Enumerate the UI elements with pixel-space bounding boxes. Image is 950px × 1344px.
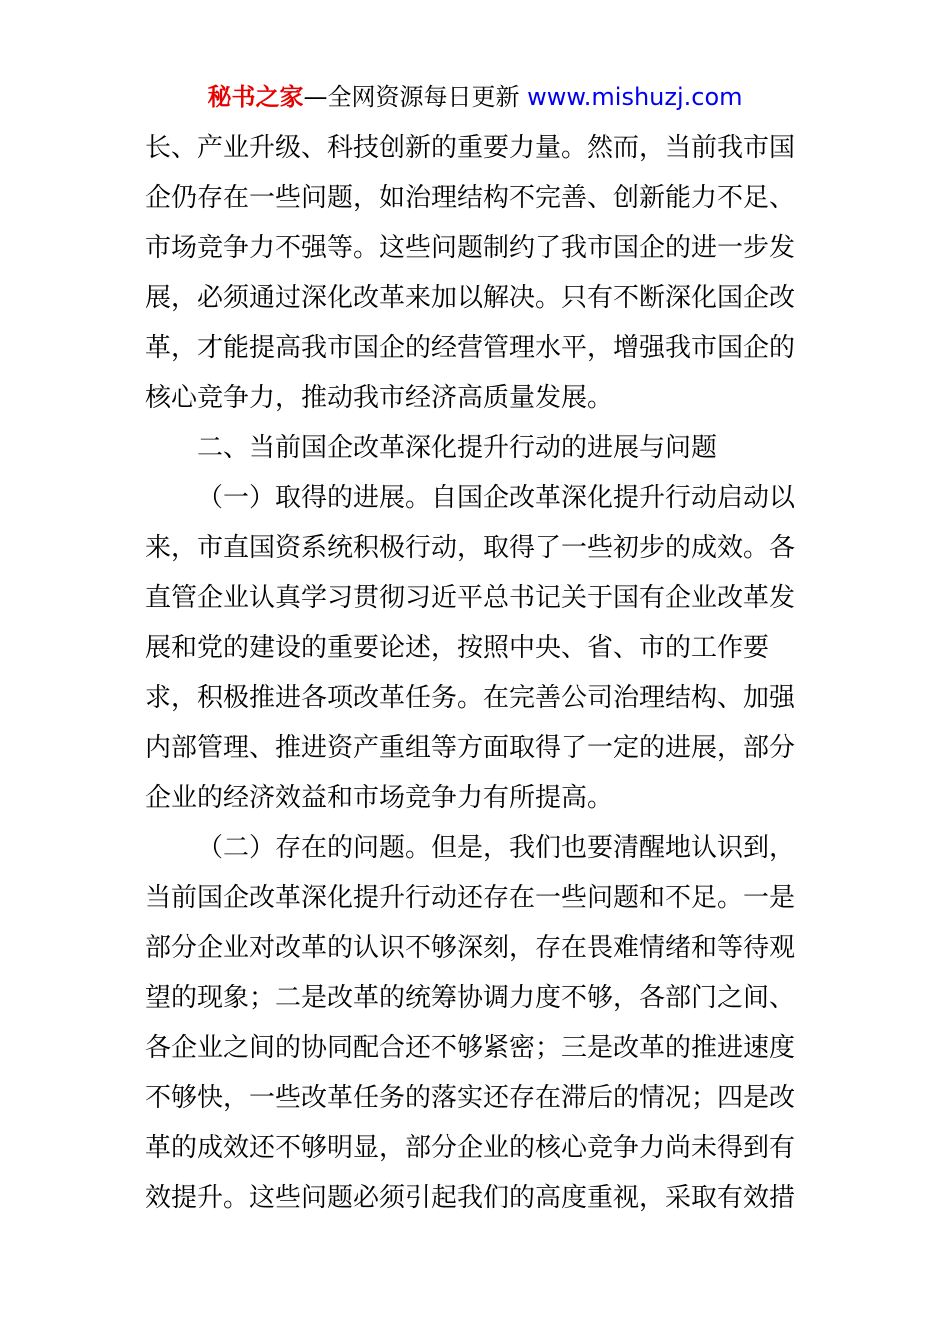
text-line: 核心竞争力，推动我市经济高质量发展。	[145, 383, 614, 413]
text-line: 革，才能提高我市国企的经营管理水平，增强我市国企的	[145, 333, 796, 363]
text-line: 求，积极推进各项改革任务。在完善公司治理结构、加强	[145, 683, 796, 713]
site-brand: 秘书之家	[207, 83, 304, 111]
site-slogan: —全网资源每日更新	[303, 83, 520, 111]
paragraph-start-line: （二）存在的问题。但是，我们也要清醒地认识到，	[197, 833, 796, 863]
text-line: 内部管理、推进资产重组等方面取得了一定的进展，部分	[145, 733, 796, 763]
text-line: 各企业之间的协同配合还不够紧密；三是改革的推进速度	[145, 1033, 796, 1063]
text-line: 企仍存在一些问题，如治理结构不完善、创新能力不足、	[145, 183, 796, 213]
text-line: 当前国企改革深化提升行动还存在一些问题和不足。一是	[145, 883, 796, 913]
text-line: 市场竞争力不强等。这些问题制约了我市国企的进一步发	[145, 233, 796, 263]
text-line: 部分企业对改革的认识不够深刻，存在畏难情绪和等待观	[145, 933, 796, 963]
text-line: 展和党的建设的重要论述，按照中央、省、市的工作要	[145, 633, 770, 663]
paragraph-start-line: 二、当前国企改革深化提升行动的进展与问题	[197, 433, 718, 463]
document-body	[145, 123, 815, 1223]
text-line: 展，必须通过深化改革来加以解决。只有不断深化国企改	[145, 283, 796, 313]
text-line: 直管企业认真学习贯彻习近平总书记关于国有企业改革发	[145, 583, 796, 613]
site-header	[0, 80, 950, 114]
site-url-link[interactable]: www.mishuzj.com	[519, 83, 743, 111]
text-line: 来，市直国资系统积极行动，取得了一些初步的成效。各	[145, 533, 796, 563]
paragraph-start-line: （一）取得的进展。自国企改革深化提升行动启动以	[197, 483, 796, 513]
text-line: 长、产业升级、科技创新的重要力量。然而，当前我市国	[145, 133, 796, 163]
text-line: 不够快，一些改革任务的落实还存在滞后的情况；四是改	[145, 1083, 796, 1113]
text-line: 效提升。这些问题必须引起我们的高度重视，采取有效措	[145, 1183, 796, 1213]
text-line: 革的成效还不够明显，部分企业的核心竞争力尚未得到有	[145, 1133, 796, 1163]
text-line: 望的现象；二是改革的统筹协调力度不够，各部门之间、	[145, 983, 796, 1013]
text-line: 企业的经济效益和市场竞争力有所提高。	[145, 783, 614, 813]
